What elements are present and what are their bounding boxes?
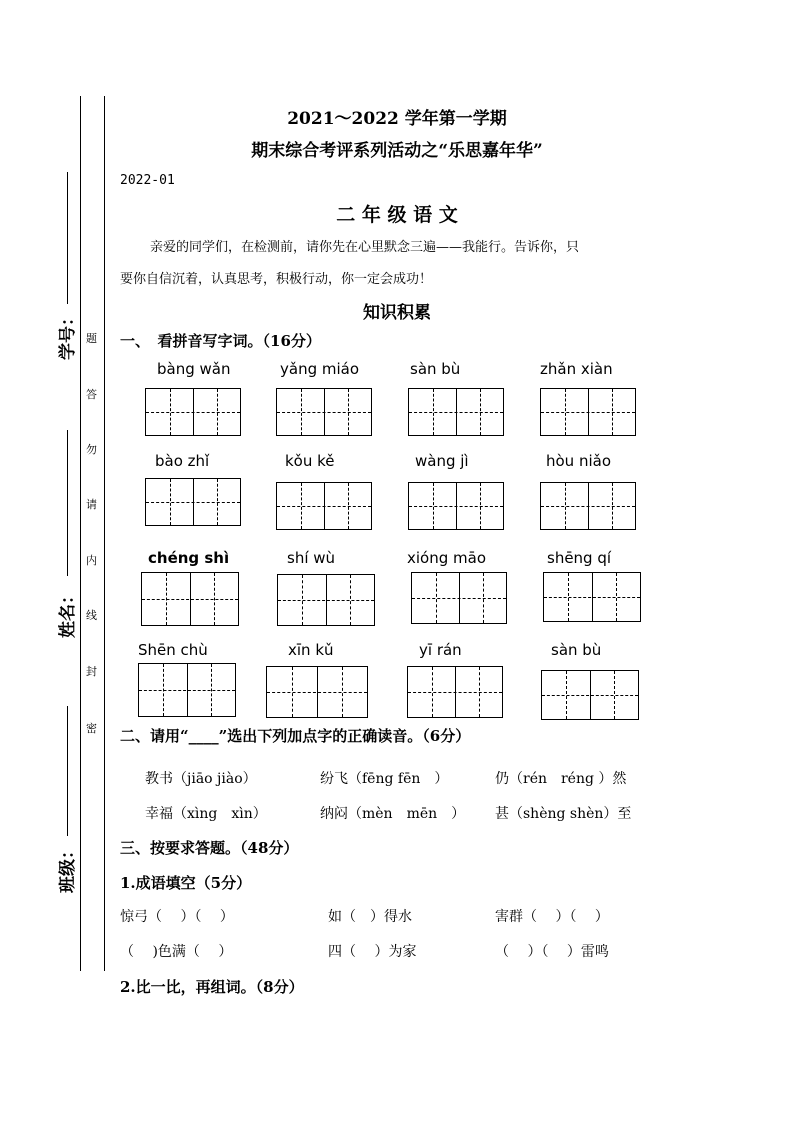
grid-guide-horizontal: [277, 412, 371, 413]
writing-grid[interactable]: [408, 482, 504, 530]
grid-guide-horizontal: [139, 690, 235, 691]
writing-grid[interactable]: [145, 478, 241, 526]
writing-grid[interactable]: [276, 482, 372, 530]
grid-guide-horizontal: [146, 412, 240, 413]
grid-guide-horizontal: [142, 599, 238, 600]
reading-item: 教书（jiāo jiào）: [145, 771, 257, 787]
pinyin: chéng shì: [148, 549, 230, 567]
pinyin: hòu niǎo: [546, 452, 612, 470]
title-term: 2021～2022 学年第一学期: [287, 109, 507, 129]
writing-grid[interactable]: [276, 388, 372, 436]
pinyin: kǒu kě: [285, 452, 335, 470]
idiom-item[interactable]: （ )色满（ ）: [120, 944, 233, 960]
writing-grid[interactable]: [407, 666, 503, 718]
intro-line-1: 亲爱的同学们，在检测前，请你先在心里默念三遍——我能行。告诉你，只: [150, 240, 580, 255]
grid-guide-horizontal: [541, 412, 635, 413]
seal-char: 密: [86, 722, 97, 735]
pinyin: shí wù: [287, 549, 336, 567]
idiom-item[interactable]: （ ）（ ）雷鸣: [495, 944, 609, 960]
seal-char: 勿: [86, 443, 97, 456]
pinyin: wàng jì: [415, 452, 469, 470]
q1-heading: 一、 看拼音写字词。（16分）: [120, 332, 321, 350]
class-label: 班级：: [58, 842, 78, 893]
student-id-blank[interactable]: [67, 172, 68, 304]
pinyin: bào zhǐ: [155, 452, 210, 470]
subject-title: 二 年 级 语 文: [336, 204, 458, 226]
grid-guide-horizontal: [412, 598, 506, 599]
idiom-item[interactable]: 如（ ）得水: [328, 909, 412, 925]
grid-guide-horizontal: [542, 695, 638, 696]
grid-guide-horizontal: [277, 506, 371, 507]
pinyin: xīn kǔ: [288, 641, 334, 659]
section-heading: 知识积累: [363, 303, 431, 323]
pinyin: sàn bù: [551, 641, 602, 659]
writing-grid[interactable]: [277, 574, 375, 626]
reading-item: 纳闷（mèn mēn ）: [320, 806, 466, 822]
reading-item: 幸福（xìng xìn）: [145, 806, 267, 822]
pinyin: yī rán: [419, 641, 462, 659]
exam-date: 2022-01: [120, 173, 175, 188]
seal-char: 答: [86, 388, 97, 401]
class-blank[interactable]: [67, 706, 68, 836]
student-id-label: 学号：: [58, 309, 78, 360]
name-blank[interactable]: [67, 430, 68, 576]
reading-item: 甚（shèng shèn）至: [495, 806, 632, 822]
writing-grid[interactable]: [540, 482, 636, 530]
idiom-item[interactable]: 害群（ ）（ ）: [495, 909, 609, 925]
intro-line-2: 要你自信沉着，认真思考，积极行动，你一定会成功！: [120, 272, 433, 287]
seal-char: 封: [86, 665, 97, 678]
q3-sub1-heading: 1.成语填空（5分）: [120, 874, 252, 892]
grid-guide-horizontal: [267, 692, 367, 693]
pinyin: sàn bù: [410, 360, 461, 378]
writing-grid[interactable]: [540, 388, 636, 436]
seal-char: 题: [86, 332, 97, 345]
pinyin: xióng māo: [407, 549, 486, 567]
binding-line-outer: [80, 96, 81, 971]
pinyin: Shēn chù: [138, 641, 208, 659]
grid-guide-horizontal: [146, 502, 240, 503]
pinyin: bàng wǎn: [157, 360, 231, 378]
writing-grid[interactable]: [543, 572, 641, 622]
writing-grid[interactable]: [411, 572, 507, 624]
binding-line-inner: [104, 96, 105, 971]
name-label: 姓名：: [58, 587, 78, 638]
q3-sub2-heading: 2.比一比，再组词。（8分）: [120, 978, 304, 996]
writing-grid[interactable]: [141, 572, 239, 626]
grid-guide-horizontal: [544, 597, 640, 598]
title-activity: 期末综合考评系列活动之“乐思嘉年华”: [251, 141, 543, 161]
pinyin: shēng qí: [547, 549, 612, 567]
pinyin: yǎng miáo: [280, 360, 360, 378]
idiom-item[interactable]: 惊弓（ ）（ ）: [120, 909, 234, 925]
writing-grid[interactable]: [541, 670, 639, 720]
q2-heading: 二、请用“____”选出下列加点字的正确读音。（6分）: [120, 727, 471, 745]
reading-item: 仍（rén réng ）然: [495, 771, 627, 787]
q3-heading: 三、按要求答题。（48分）: [120, 839, 299, 857]
writing-grid[interactable]: [408, 388, 504, 436]
seal-char: 请: [86, 498, 97, 511]
reading-item: 纷飞（fēng fēn ）: [320, 771, 449, 787]
idiom-item[interactable]: 四（ ）为家: [328, 944, 417, 960]
grid-guide-horizontal: [278, 600, 374, 601]
seal-char: 内: [86, 554, 97, 567]
grid-guide-horizontal: [408, 692, 502, 693]
writing-grid[interactable]: [266, 666, 368, 718]
seal-char: 线: [86, 609, 97, 622]
pinyin: zhǎn xiàn: [540, 360, 613, 378]
grid-guide-horizontal: [409, 506, 503, 507]
grid-guide-horizontal: [409, 412, 503, 413]
writing-grid[interactable]: [138, 663, 236, 717]
writing-grid[interactable]: [145, 388, 241, 436]
grid-guide-horizontal: [541, 506, 635, 507]
